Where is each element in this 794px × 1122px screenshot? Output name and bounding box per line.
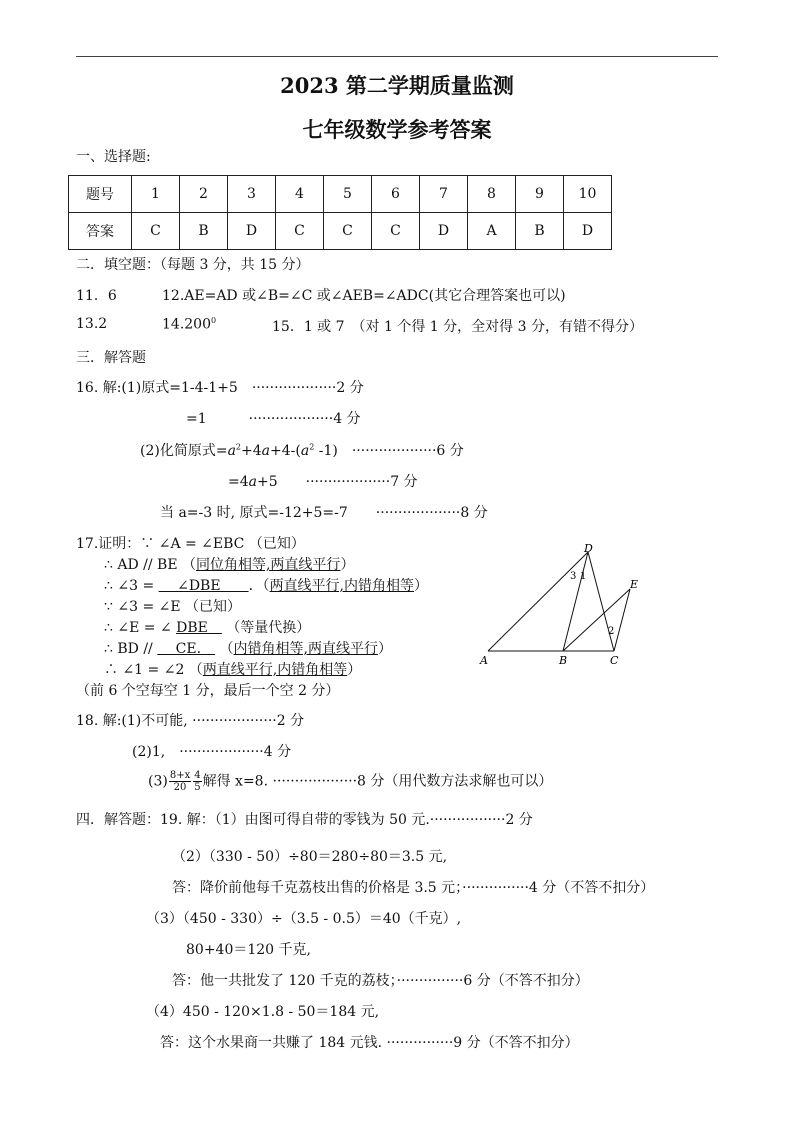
section-1-label: 一、选择题: [76,149,151,165]
answer-15: 15．1 或 7 （对 1 个得 1 分，全对得 3 分，有错不得分） [272,319,643,335]
point-b-label: B [559,654,568,667]
table-cell: B [180,213,228,250]
q16-text: +4 [241,443,262,459]
section-2-label: 二．填空题：（每题 3 分，共 15 分） [76,257,310,273]
q16-line-4 [228,471,418,491]
q16-text: +5 ···················7 分 [257,474,418,490]
q19-line-3: 答：降价前他每千克荔枝出售的价格是 3.5 元；···············4 分（不答不扣分） [172,880,655,896]
q17-text: ） [377,641,392,657]
geometry-figure [478,540,648,668]
segment-db [563,552,588,651]
segment-ec [614,589,630,651]
fraction-numerator: 4 [194,770,201,781]
table-cell: D [564,213,612,250]
point-d-label: D [584,542,593,555]
table-cell: C [372,213,420,250]
q17-blank: DBE [176,620,222,636]
q16-sup: 2 [309,442,315,452]
q17-text: 17.证明：∵ ∠A = ∠EBC （已知） [76,536,305,552]
section-3-label: 三．解答题 [76,350,146,366]
table-cell: 9 [516,176,564,213]
q17-note: （前 6 个空每空 1 分，最后一个空 2 分） [76,683,340,699]
table-cell: 5 [324,176,372,213]
fraction [193,770,201,793]
answer-14-sup: 0 [211,316,217,325]
q18-text: 解得 x=8. ···················8 分（用代数方法求解也可以） [202,773,553,790]
q16-text: +4-( [270,443,301,459]
answer-table [68,175,612,250]
table-header-cell: 题号 [69,176,132,213]
q17-text: ∴ AD // BE （ [104,557,196,573]
page-subtitle: 七年级数学参考答案 [302,117,492,142]
table-cell: 8 [468,176,516,213]
q19-line-4: （3）（450 - 330）÷（3.5 - 0.5）＝40（千克）, [146,911,462,927]
q19-line-8: 答：这个水果商一共赚了 184 元钱. ···············9 分（不答不扣分） [160,1035,579,1051]
table-cell: 2 [180,176,228,213]
answer-12: 12.AE=AD 或∠B=∠C 或∠AEB=∠ADC(其它合理答案也可以) [162,288,566,304]
q17-blank: 内错角相等,两直线平行 [233,641,378,657]
q17-blank: 同位角相等,两直线平行 [195,557,341,573]
table-cell: 3 [228,176,276,213]
table-cell: C [324,213,372,250]
table-cell: 4 [276,176,324,213]
segment-ad [488,552,588,651]
q16-line-5: 当 a=-3 时, 原式=-12+5=-7 ···················8 分 [160,505,488,521]
q17-line-2 [104,554,354,574]
q17-text: ∴ ∠1 = ∠2 （ [104,662,203,678]
answer-11: 11．6 [76,288,117,304]
q16-var: a [300,443,310,459]
q16-var: a [227,443,236,459]
q19-line-7: （4）450 - 120×1.8 - 50＝184 元, [146,1004,380,1020]
answer-14 [162,316,216,333]
angle-1-label: 1 [580,571,587,582]
q16-text: =4 [228,474,249,490]
q17-line-1 [76,533,305,553]
table-cell: C [276,213,324,250]
q16-var: a [261,443,271,459]
q17-line-3 [104,575,428,595]
q17-text: ∴ ∠E = ∠ [104,620,177,636]
answer-14-text: 14.200 [162,316,211,333]
q17-blank: 两直线平行,内错角相等 [269,578,415,594]
table-row [69,176,612,213]
q17-text: （等量代换） [221,620,311,636]
table-cell: C [132,213,180,250]
q18-text: (3) [148,773,168,790]
q17-line-5 [104,617,310,637]
q17-blank: ∠DBE [158,578,249,594]
q18-line-2: (2)1, ···················4 分 [132,744,292,760]
angle-2-label: 2 [608,626,615,637]
segment-be [563,589,630,651]
table-cell: 10 [564,176,612,213]
fraction [169,770,191,793]
q16-text: -1) ···················6 分 [314,443,464,459]
fraction-numerator: 8+x [169,770,191,781]
q17-text: ） [340,557,355,573]
q16-line-1: 16. 解:(1)原式=1-4-1+5 ···················2 分 [76,380,364,396]
q16-sup: 2 [235,442,242,452]
q19-line-6: 答：他一共批发了 120 千克的荔枝；···············6 分（不答不扣分） [172,973,589,989]
q17-text: ） [414,578,429,594]
q17-text: ） [347,662,362,678]
q19-line-5: 80+40＝120 千克, [186,942,311,958]
fraction-denominator: 20 [173,782,187,793]
q18-line-1: 18. 解:(1)不可能, ···················2 分 [76,713,305,729]
q17-blank: CE. [157,641,216,657]
q17-text: （ [215,641,234,657]
fraction-denominator: 5 [194,782,201,793]
angle-3-label: 3 [570,571,577,582]
table-header-cell: 答案 [69,213,132,250]
q16-var: a [248,474,257,490]
q17-text: ∴ ∠3 = [104,578,159,594]
top-rule [76,56,718,57]
table-cell: 7 [420,176,468,213]
q18-line-3 [148,770,552,793]
table-cell: B [516,213,564,250]
q17-line-7 [104,659,361,679]
page-title: 2023 第二学期质量监测 [280,73,514,98]
point-e-label: E [630,578,639,591]
q16-text: (2)化简原式= [140,443,228,459]
answer-13: 13.2 [76,316,108,332]
q17-line-4 [104,596,241,616]
q19-line-2: （2）（330 - 50）÷80＝280÷80＝3.5 元, [172,849,448,865]
table-row [69,213,612,250]
table-cell: 1 [132,176,180,213]
q17-text: ．（ [248,578,270,594]
table-cell: D [420,213,468,250]
q19-line-1: 四．解答题：19. 解：（1）由图可得自带的零钱为 50 元.·················2 分 [76,812,533,828]
table-cell: A [468,213,516,250]
q16-line-2: =1 ···················4 分 [186,411,361,427]
table-cell: 6 [372,176,420,213]
point-c-label: C [610,654,619,667]
q16-line-3 [140,440,464,460]
q17-text: ∵ ∠3 = ∠E （已知） [104,599,242,615]
q17-blank: 两直线平行,内错角相等 [202,662,348,678]
q17-line-6 [104,638,392,658]
point-a-label: A [480,654,488,667]
q17-text: ∴ BD // [104,641,158,657]
table-cell: D [228,213,276,250]
